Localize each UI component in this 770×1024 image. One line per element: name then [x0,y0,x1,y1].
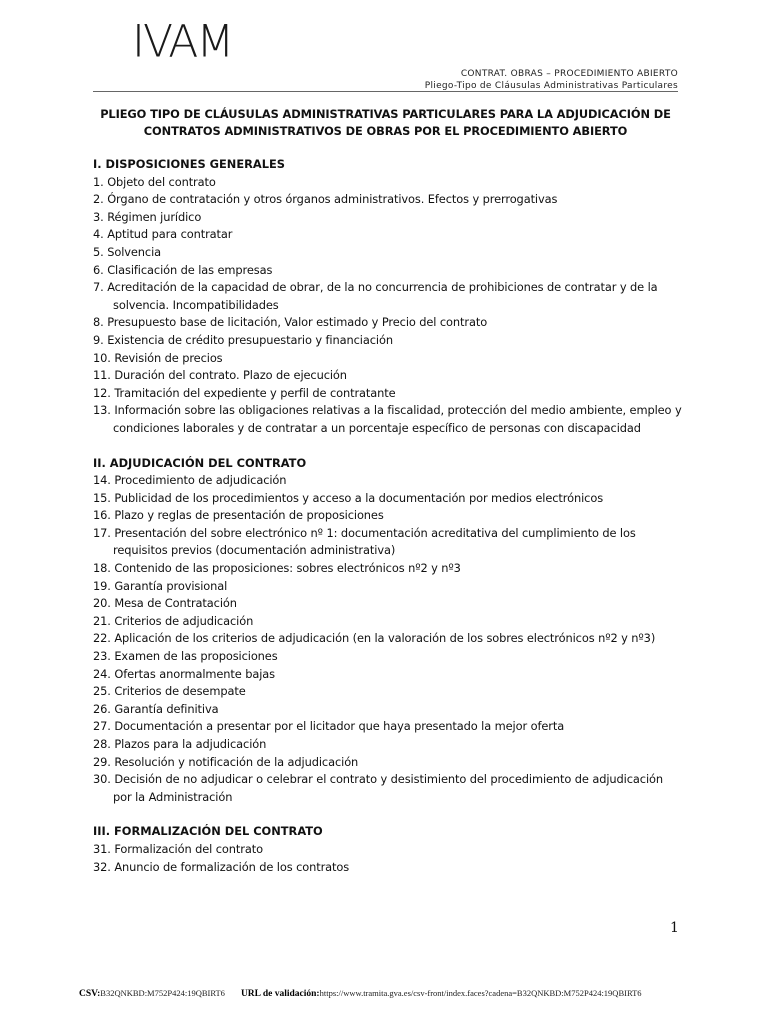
toc-item: 20. Mesa de Contratación [93,596,237,611]
toc-item: 28. Plazos para la adjudicación [93,737,267,751]
toc-item: 31. Formalización del contrato [93,841,263,856]
running-header-line1: CONTRAT. OBRAS – PROCEDIMIENTO ABIERTO [460,69,678,79]
page-number: 1 [670,920,679,936]
toc-item: 27. Documentación a presentar por el licitador que haya presentado la mejor oferta [93,719,565,734]
toc-item: 18. Contenido de las proposiciones: sobres electrónicos nº2 y nº3 [93,561,461,576]
toc-item: 5. Solvencia [93,244,162,259]
section-adjudicacion-del-contrato [93,455,685,807]
toc-item: 16. Plazo y reglas de presentación de proposiciones [93,508,384,523]
toc-item: 29. Resolución y notificación de la adjudicación [93,754,359,769]
toc-item: 30. Decisión de no adjudicar o celebrar el contrato y desistimiento del procedimiento de adjudicación por la Administración [93,772,663,804]
url-label: URL de validación: [240,989,320,999]
section-heading: I. DISPOSICIONES GENERALES [93,157,285,171]
toc-item: 15. Publicidad de los procedimientos y acceso a la documentación por medios electrónicos [93,490,604,505]
toc-item: 22. Aplicación de los criterios de adjudicación (en la valoración de los sobres electrónicos nº2 y nº3) [93,631,656,646]
toc-item: 25. Criterios de desempate [93,684,246,699]
toc-item: 24. Ofertas anormalmente bajas [93,666,276,681]
validation-footer [79,988,642,999]
csv-value: B32QNKBD:M752P424:19QBIRT6 [100,988,225,998]
toc-item: 2. Órgano de contratación y otros órganos administrativos. Efectos y prerrogativas [93,192,558,207]
document-title-line1: PLIEGO TIPO DE CLÁUSULAS ADMINISTRATIVAS PARTICULARES PARA LA ADJUDICACIÓN DE [100,107,671,121]
section-heading: III. FORMALIZACIÓN DEL CONTRATO [93,824,323,839]
toc-item: 12. Tramitación del expediente y perfil de contratante [93,385,396,400]
toc-item: 17. Presentación del sobre electrónico nº 1: documentación acreditativa del cumplimiento de los requisitos previos (documentación administrativa) [93,525,636,558]
toc-item: 13. Información sobre las obligaciones relativas a la fiscalidad, protección del medio ambiente, empleo y condiciones laborales y de contratar a un porcentaje específico de personas con discapacidad [93,403,682,435]
toc-item: 26. Garantía definitiva [93,701,219,716]
running-header-line2: Pliego-Tipo de Cláusulas Administrativas Particulares [424,81,678,91]
toc-item: 14. Procedimiento de adjudicación [93,473,287,488]
document-title-line2: CONTRATOS ADMINISTRATIVOS DE OBRAS POR EL PROCEDIMIENTO ABIERTO [143,124,628,138]
section-disposiciones-generales [93,156,685,438]
toc-item: 8. Presupuesto base de licitación, Valor estimado y Precio del contrato [93,315,488,330]
toc-item: 32. Anuncio de formalización de los contratos [93,859,350,874]
toc-item: 11. Duración del contrato. Plazo de ejecución [93,368,347,383]
toc-item: 4. Aptitud para contratar [93,227,233,242]
section-heading: II. ADJUDICACIÓN DEL CONTRATO [93,455,307,470]
toc-item: 9. Existencia de crédito presupuestario y financiación [93,332,393,347]
toc-item: 21. Criterios de adjudicación [93,613,254,628]
table-of-contents [93,156,685,893]
toc-item: 19. Garantía provisional [93,578,228,593]
section-formalizacion-del-contrato [93,823,685,876]
toc-item: 3. Régimen jurídico [93,209,202,224]
header-divider [93,91,678,92]
csv-label: CSV: [79,989,101,999]
toc-item: 6. Clasificación de las empresas [93,262,273,277]
toc-item: 23. Examen de las proposiciones [93,649,278,664]
toc-item: 1. Objeto del contrato [93,174,216,189]
document-title [93,106,678,140]
toc-item: 10. Revisión de precios [93,350,223,365]
toc-item: 7. Acreditación de la capacidad de obrar, de la no concurrencia de prohibiciones de contratar y de la solvencia. Incompatibilidades [93,280,658,312]
ivam-logo: IVAM [132,15,233,68]
running-header [425,68,678,92]
validation-url[interactable]: https://www.tramita.gva.es/csv-front/index.faces?cadena=B32QNKBD:M752P424:19QBIRT6 [319,988,642,998]
